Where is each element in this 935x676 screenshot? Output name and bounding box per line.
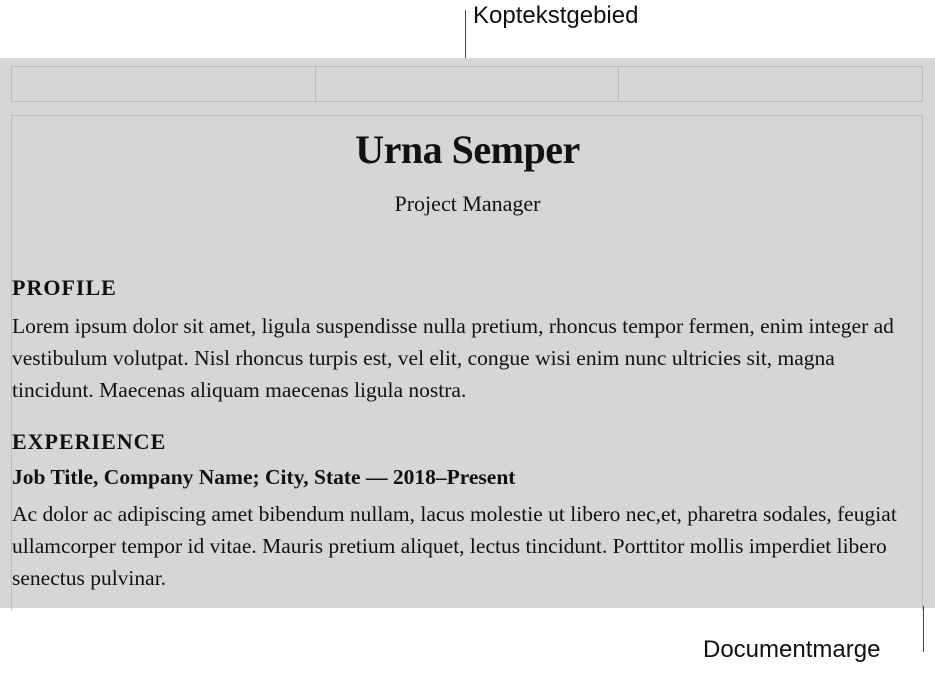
header-area-callout-label: Koptekstgebied — [473, 2, 639, 29]
header-cell-left[interactable] — [12, 67, 316, 101]
resume-name: Urna Semper — [355, 127, 580, 172]
header-cell-center[interactable] — [316, 67, 620, 101]
document-margin-callout-label: Documentmarge — [703, 636, 881, 663]
resume-role: Project Manager — [394, 191, 541, 216]
experience-heading: EXPERIENCE — [12, 429, 167, 454]
profile-text: Lorem ipsum dolor sit amet, ligula suspendisse nulla pretium, rhoncus tempor fermen, enim integer ad vestibulum volutpat. Nisl rhoncus turpis est, vel elit, congue wisi enim nunc ultricies sit, magna tincidunt. Maecenas aliquam maecenas ligula nostra. — [12, 314, 894, 402]
experience-job-line: Job Title, Company Name; City, State — 2018–Present — [12, 465, 516, 489]
header-cell-right[interactable] — [619, 67, 922, 101]
experience-text: Ac dolor ac adipiscing amet bibendum nullam, lacus molestie ut libero nec,et, pharetra sodales, feugiat ullamcorper tempor id vitae. Mauris pretium aliquet, lectus tincidunt. Porttitor mollis imperdiet libero senectus pulvinar. — [12, 502, 897, 590]
header-area[interactable] — [11, 66, 923, 102]
profile-heading: PROFILE — [12, 275, 117, 300]
document-margin-leader-line — [923, 606, 924, 652]
